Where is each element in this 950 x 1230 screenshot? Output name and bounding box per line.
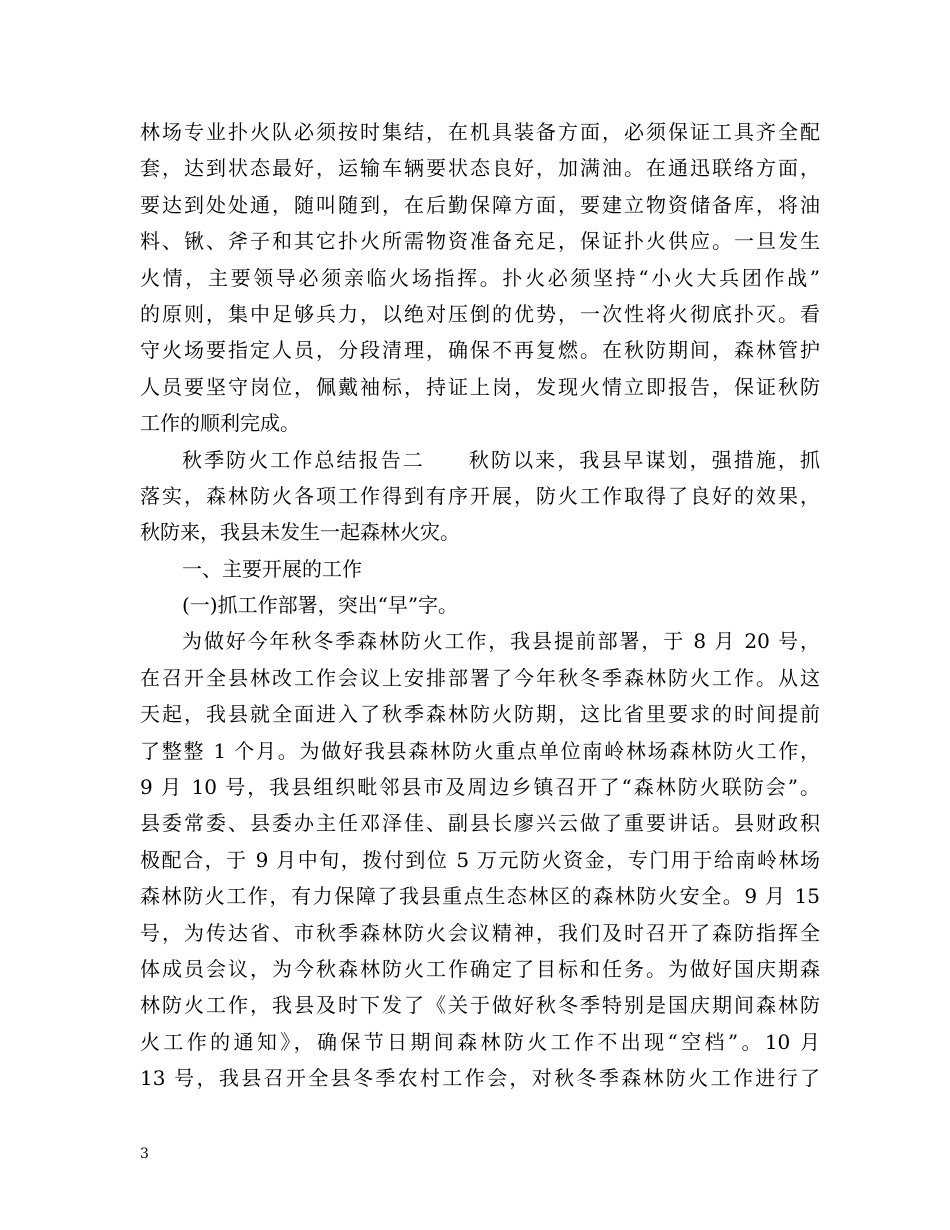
text-line: 火工作的通知》，确保节日期间森林防火工作不出现“空档”。10 月: [140, 1029, 820, 1054]
text-line: 套，达到状态最好，运输车辆要状态良好，加满油。在通迅联络方面，: [140, 156, 820, 181]
text-line: 落实，森林防火各项工作得到有序开展，防火工作取得了良好的效果，: [140, 483, 820, 508]
text-line: 秋防来，我县未发生一起森林火灾。: [140, 520, 460, 545]
text-line: 一、主要开展的工作: [182, 556, 362, 581]
text-line: 体成员会议，为今秋森林防火工作确定了目标和任务。为做好国庆期森: [140, 956, 820, 981]
text-line: 13 号，我县召开全县冬季农村工作会，对秋冬季森林防火工作进行了: [140, 1066, 820, 1091]
text-line: 天起，我县就全面进入了秋季森林防火防期，这比省里要求的时间提前: [140, 702, 820, 727]
text-line: 号，为传达省、市秋季森林防火会议精神，我们及时召开了森防指挥全: [140, 920, 820, 945]
text-line: 人员要坚守岗位，佩戴袖标，持证上岗，发现火情立即报告，保证秋防: [140, 374, 820, 399]
text-line: 林场专业扑火队必须按时集结，在机具装备方面，必须保证工具齐全配: [140, 120, 820, 144]
text-line: 火情，主要领导必须亲临火场指挥。扑火必须坚持“小火大兵团作战”: [140, 265, 820, 290]
text-line: 9 月 10 号，我县组织毗邻县市及周边乡镇召开了“森林防火联防会”。: [140, 775, 820, 800]
text-line: 为做好今年秋冬季森林防火工作，我县提前部署，于 8 月 20 号，: [182, 629, 820, 654]
page-number: 3: [140, 1146, 149, 1162]
text-line: (一)抓工作部署，突出“早”字。: [182, 593, 459, 618]
text-line: 工作的顺利完成。: [140, 411, 300, 436]
text-line: 森林防火工作，有力保障了我县重点生态林区的森林防火安全。9 月 15: [140, 884, 820, 909]
text-line: 守火场要指定人员，分段清理，确保不再复燃。在秋防期间，森林管护: [140, 338, 820, 363]
text-line: 林防火工作，我县及时下发了《关于做好秋冬季特别是国庆期间森林防: [140, 993, 820, 1018]
body-text: [140, 114, 820, 1097]
text-line: 料、锹、斧子和其它扑火所需物资准备充足，保证扑火供应。一旦发生: [140, 229, 820, 254]
text-line: 县委常委、县委办主任邓泽佳、副县长廖兴云做了重要讲话。县财政积: [140, 811, 820, 836]
text-line: 在召开全县林改工作会议上安排部署了今年秋冬季森林防火工作。从这: [140, 665, 820, 690]
text-line: 要达到处处通，随叫随到，在后勤保障方面，要建立物资储备库，将油: [140, 192, 820, 217]
text-line: 秋季防火工作总结报告二 秋防以来，我县早谋划，强措施，抓: [182, 447, 820, 472]
text-line: 了整整 1 个月。为做好我县森林防火重点单位南岭林场森林防火工作，: [140, 738, 820, 763]
text-line: 极配合，于 9 月中旬，拨付到位 5 万元防火资金，专门用于给南岭林场: [140, 847, 820, 872]
text-line: 的原则，集中足够兵力，以绝对压倒的优势，一次性将火彻底扑灭。看: [140, 301, 820, 326]
